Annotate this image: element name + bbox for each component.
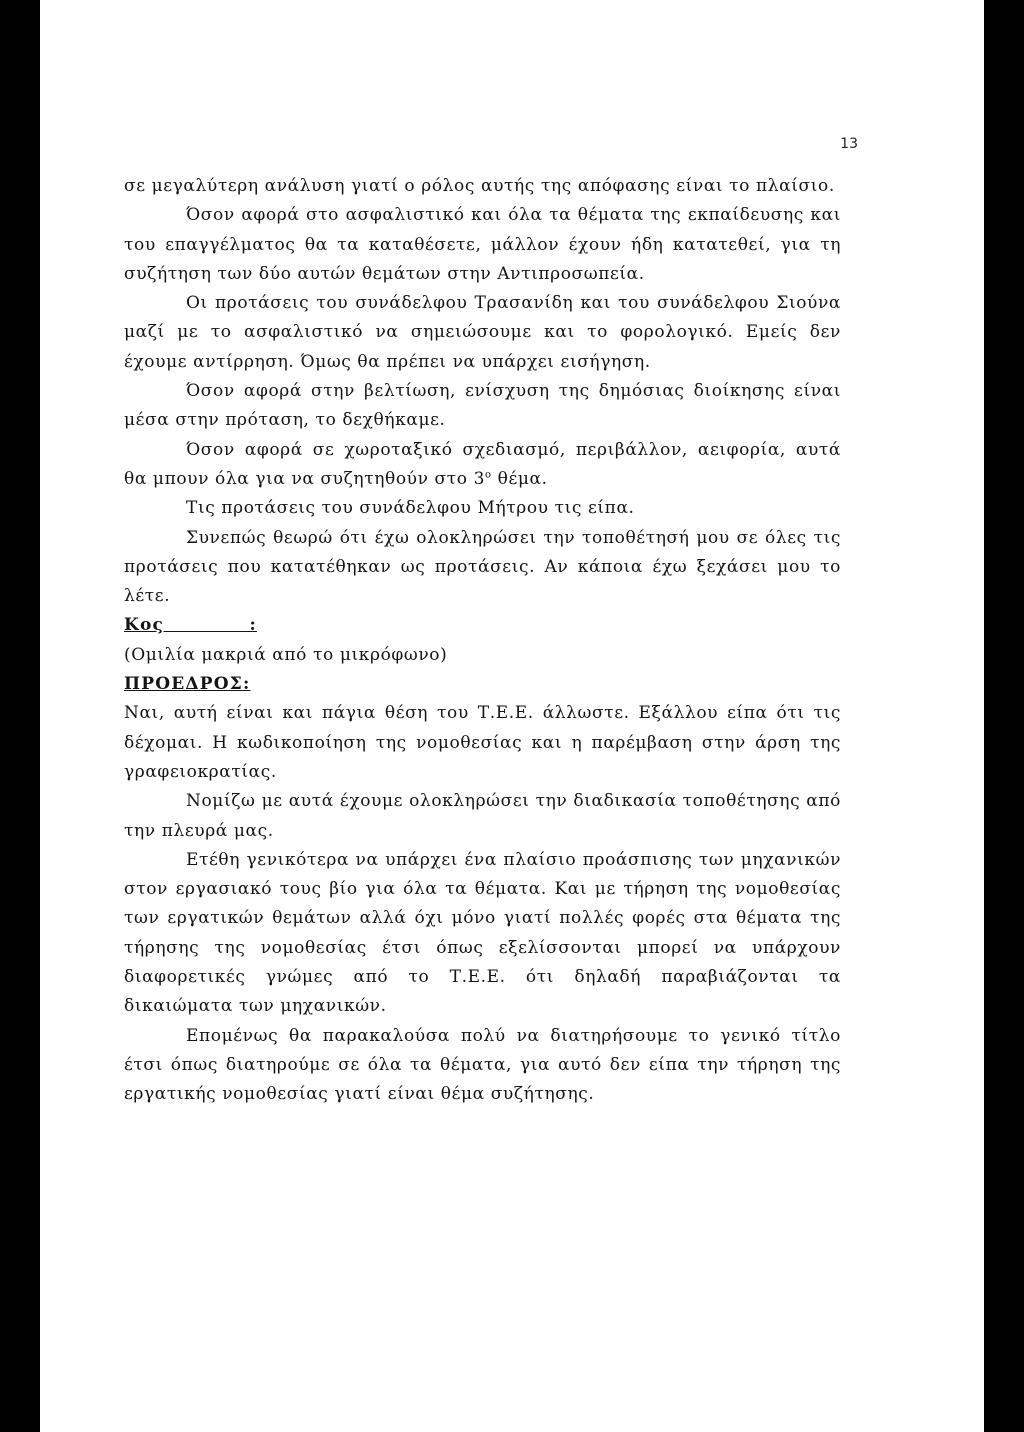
paragraph-procedure-complete: Νομίζω με αυτά έχουμε ολοκληρώσει την διαδικασία τοποθέτησης από την πλευρά μας. xyxy=(124,791,841,841)
paragraph-spatial-planning-end: θέμα. xyxy=(491,468,548,489)
paragraph-proposals: Οι προτάσεις του συνάδελφου Τρασανίδη και του συνάδελφου Σιούνα μαζί με το ασφαλιστικό να σημειώσουμε και το φορολογικό. Εμείς δεν έχουμε αντίρρηση. Όμως θα πρέπει να υπάρχει εισήγηση. xyxy=(124,293,841,372)
paragraph-mitrou-proposals: Τις προτάσεις του συνάδελφου Μήτρου τις είπα. xyxy=(186,498,635,519)
paragraph-continuation: σε μεγαλύτερη ανάλυση γιατί ο ρόλος αυτής της απόφασης είναι το πλαίσιο. xyxy=(124,176,835,196)
paragraph-spatial-planning xyxy=(124,436,841,495)
speaker-label-mr: Κος : xyxy=(124,615,257,636)
paragraph-remark: (Ομιλία μακριά από το μικρόφωνο) xyxy=(124,644,448,665)
paragraph-conclusion: Συνεπώς θεωρώ ότι έχω ολοκληρώσει την τοποθέτησή μου σε όλες τις προτάσεις που κατατέθηκαν ως προτάσεις. Αν κάποια έχω ξεχάσει μου το λέτε. xyxy=(124,527,841,607)
paragraph-spatial-planning-text: Όσον αφορά σε χωροταξικό σχεδιασμό, περιβάλλον, αειφορία, αυτά θα μπουν όλα για να συζητηθούν στο 3 xyxy=(124,439,841,489)
paragraph-public-administration: Όσον αφορά στην βελτίωση, ενίσχυση της δημόσιας διοίκησης είναι μέσα στην πρόταση, το δεχθήκαμε. xyxy=(124,381,841,431)
document-page xyxy=(40,0,984,1432)
page-number: 13 xyxy=(840,136,858,152)
paragraph-general-title: Επομένως θα παρακαλούσα πολύ να διατηρήσουμε το γενικό τίτλο έτσι όπως διατηρούμε σε όλα τα θέματα, για αυτό δεν είπα την τήρηση της εργατικής νομοθεσίας γιατί είναι θέμα συζήτησης. xyxy=(124,1025,841,1105)
speaker-label-president: ΠΡΟΕΔΡΟΣ: xyxy=(124,674,251,695)
paragraph-president-reply: Ναι, αυτή είναι και πάγια θέση του Τ.Ε.Ε. άλλωστε. Εξάλλου είπα ότι τις δέχομαι. Η κωδικοποίηση της νομοθεσίας και η παρέμβαση στην άρση της γραφειοκρατίας. xyxy=(124,703,841,782)
paragraph-insurance: Όσον αφορά στο ασφαλιστικό και όλα τα θέματα της εκπαίδευσης και του επαγγέλματος θα τα καταθέσετε, μάλλον έχουν ήδη κατατεθεί, για τη συζήτηση των δύο αυτών θεμάτων στην Αντιπροσωπεία. xyxy=(124,205,841,284)
paragraph-engineers-protection: Ετέθη γενικότερα να υπάρχει ένα πλαίσιο προάσπισης των μηχανικών στον εργασιακό τους βίο για όλα τα θέματα. Και με τήρηση της νομοθεσίας των εργατικών θεμάτων αλλά όχι μόνο γιατί πολλές φορές στα θέματα της τήρησης της νομοθεσίας έτσι όπως εξελίσσονται μπορεί να υπάρχουν διαφορετικές γνώμες από το Τ.Ε.Ε. ότι δηλαδή παραβιάζονται τα δικαιώματα των μηχανικών. xyxy=(124,849,841,1017)
document-body xyxy=(124,172,841,1110)
ordinal-superscript: ο xyxy=(485,469,492,481)
